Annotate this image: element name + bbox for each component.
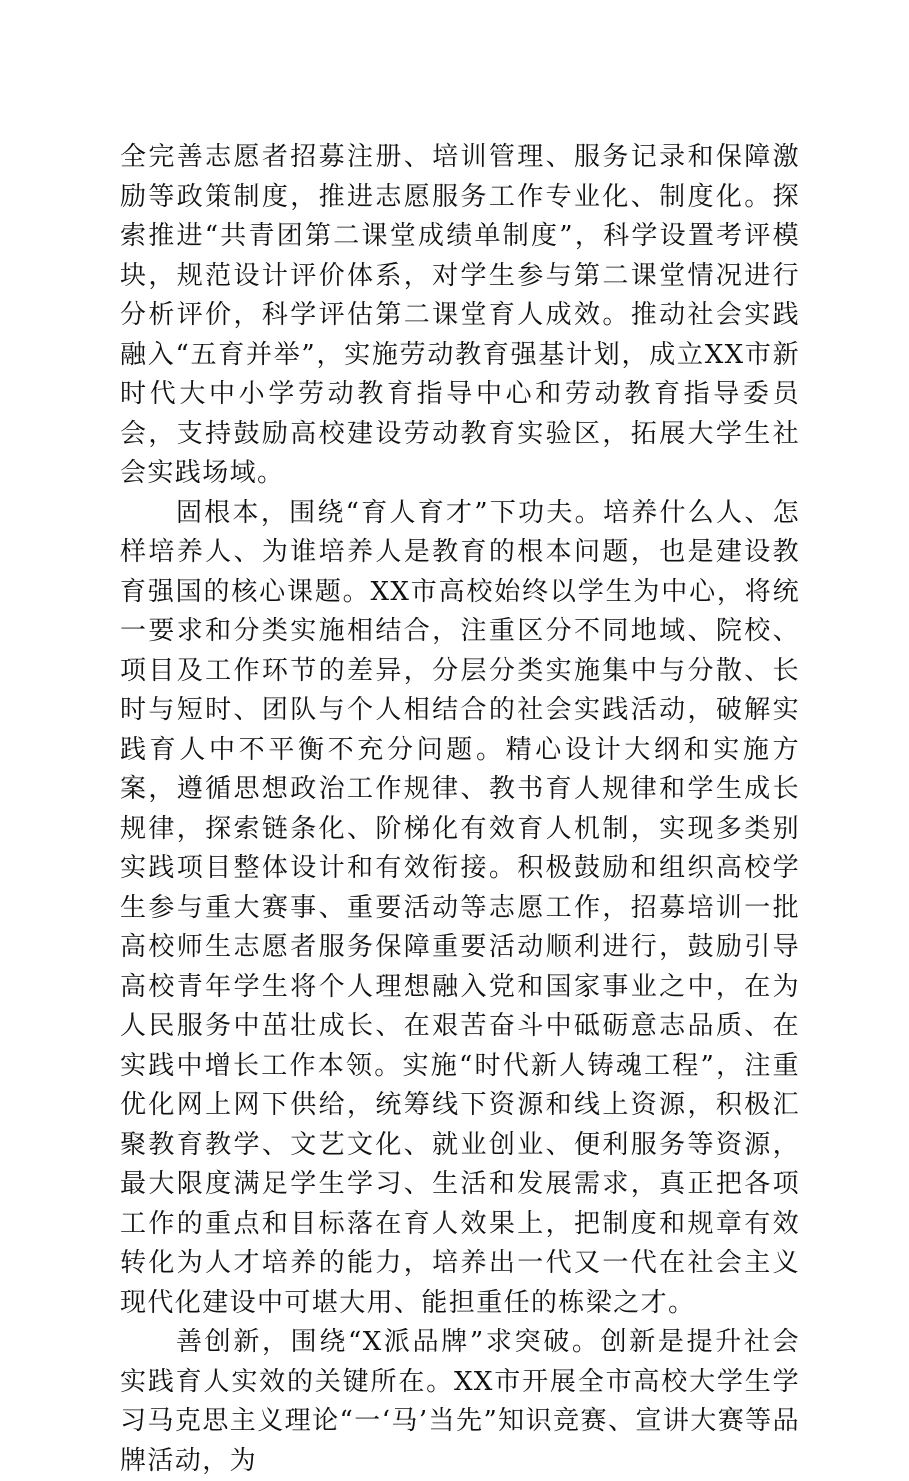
paragraph-3: 善创新，围绕“X派品牌”求突破。创新是提升社会实践育人实效的关键所在。XX市开展全市高校大学生学习马克思主义理论“一‘马’当先”知识竞赛、宣讲大赛等品牌活动，为 <box>120 1327 800 1476</box>
paragraph-1: 全完善志愿者招募注册、培训管理、服务记录和保障激励等政策制度，推进志愿服务工作专业化、制度化。探索推进“共青团第二课堂成绩单制度”，科学设置考评模块，规范设计评价体系，对学生参与第二课堂情况进行分析评价，科学评估第二课堂育人成效。推动社会实践融入“五育并举”，实施劳动教育强基计划，成立XX市新时代大中小学劳动教育指导中心和劳动教育指导委员会，支持鼓励高校建设劳动教育实验区，拓展大学生社会实践场域。 <box>120 142 800 488</box>
paragraph-2: 固根本，围绕“育人育才”下功夫。培养什么人、怎样培养人、为谁培养人是教育的根本问题，也是建设教育强国的核心课题。XX市高校始终以学生为中心，将统一要求和分类实施相结合，注重区分不同地域、院校、项目及工作环节的差异，分层分类实施集中与分散、长时与短时、团队与个人相结合的社会实践活动，破解实践育人中不平衡不充分问题。精心设计大纲和实施方案，遵循思想政治工作规律、教书育人规律和学生成长规律，探索链条化、阶梯化有效育人机制，实现多类别实践项目整体设计和有效衔接。积极鼓励和组织高校学生参与重大赛事、重要活动等志愿工作，招募培训一批高校师生志愿者服务保障重要活动顺利进行，鼓励引导高校青年学生将个人理想融入党和国家事业之中，在为人民服务中茁壮成长、在艰苦奋斗中砥砺意志品质、在实践中增长工作本领。实施“时代新人铸魂工程”，注重优化网上网下供给，统筹线下资源和线上资源，积极汇聚教育教学、文艺文化、就业创业、便利服务等资源，最大限度满足学生学习、生活和发展需求，真正把各项工作的重点和目标落在育人效果上，把制度和规章有效转化为人才培养的能力，培养出一代又一代在社会主义现代化建设中可堪大用、能担重任的栋梁之才。 <box>120 497 800 1318</box>
document-body <box>120 138 800 1481</box>
